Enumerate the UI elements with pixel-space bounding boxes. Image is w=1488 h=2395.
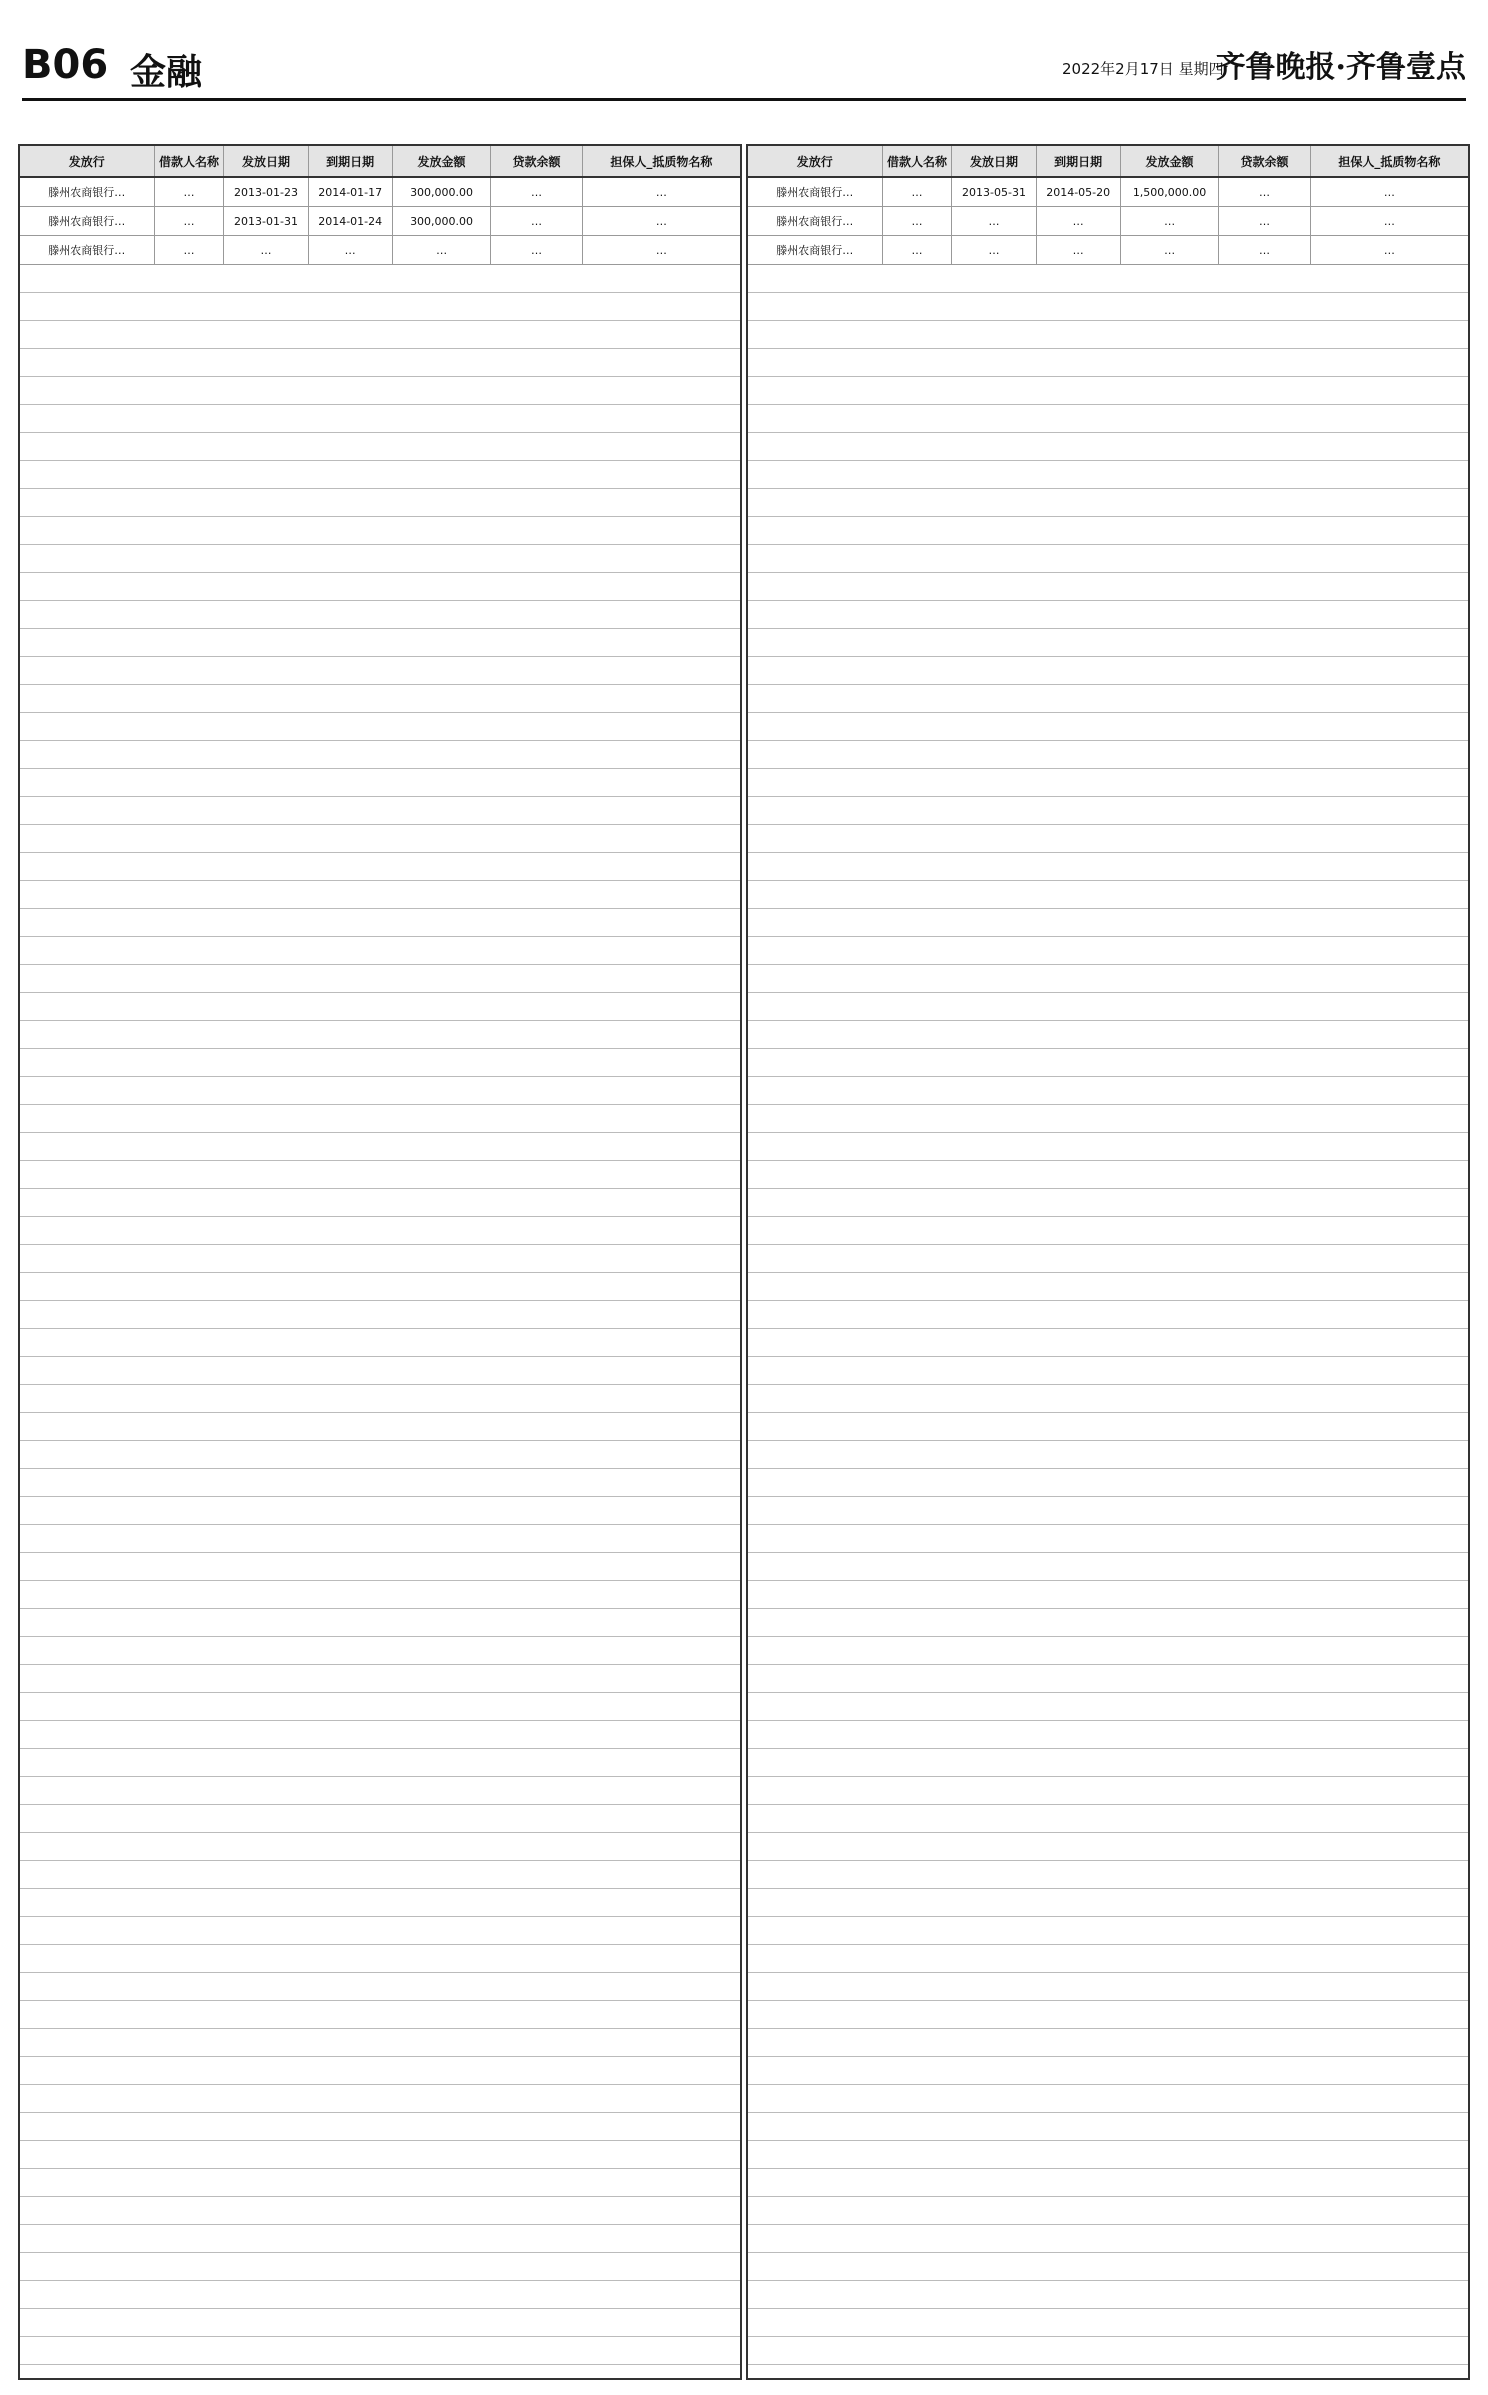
cell: … [155,236,225,264]
loan-tables [18,144,1470,2380]
remaining-rows [20,265,740,2378]
cell: … [155,207,225,235]
cell: 滕州农商银行… [20,178,155,206]
cell: 1,500,000.00 [1121,178,1220,206]
brand-logo: 齐鲁晚报·齐鲁壹点 [1215,50,1466,85]
cell: 300,000.00 [393,178,492,206]
col-header: 担保人_抵质物名称 [1338,154,1441,169]
cell: 2014-01-17 [309,178,393,206]
cell: 滕州农商银行… [748,207,883,235]
col-header: 发放日期 [952,146,1036,176]
cell: … [1121,236,1220,264]
col-header: 到期日期 [1037,146,1121,176]
cell: … [491,236,582,264]
page-code: B06 [22,42,109,88]
remaining-rows [748,265,1468,2378]
header-rule [22,98,1466,101]
cell: … [491,207,582,235]
col-header: 发放日期 [224,146,308,176]
cell: 滕州农商银行… [748,178,883,206]
cell: … [491,178,582,206]
col-header: 担保人_抵质物名称 [610,154,713,169]
col-header: 贷款余额 [491,146,582,176]
cell: … [1219,207,1310,235]
cell: 滕州农商银行… [20,236,155,264]
cell: … [952,236,1036,264]
cell: … [655,214,667,228]
left-table [18,144,742,2380]
table-row [20,207,740,236]
cell: 2013-01-31 [224,207,308,235]
cell: … [655,243,667,257]
col-header: 贷款余额 [1219,146,1310,176]
cell: 2014-05-20 [1037,178,1121,206]
cell: … [393,236,492,264]
cell: … [1383,214,1395,228]
table-header [748,146,1468,178]
cell: … [309,236,393,264]
cell: … [155,178,225,206]
right-table [746,144,1470,2380]
section-title: 金融 [130,52,203,93]
cell: … [224,236,308,264]
cell: … [1037,207,1121,235]
col-header: 发放行 [20,146,155,176]
table-row [748,207,1468,236]
cell: 滕州农商银行… [20,207,155,235]
table-row [20,178,740,207]
col-header: 发放金额 [1121,146,1220,176]
table-row [20,236,740,265]
cell: … [883,236,953,264]
table-header [20,146,740,178]
col-header: 到期日期 [309,146,393,176]
cell: … [1037,236,1121,264]
table-row [748,178,1468,207]
col-header: 借款人名称 [155,146,225,176]
cell: … [1219,236,1310,264]
cell: 滕州农商银行… [748,236,883,264]
table-row [748,236,1468,265]
issue-date: 2022年2月17日 星期四 [1062,60,1224,78]
cell: 2013-01-23 [224,178,308,206]
cell: … [655,185,667,199]
cell: 2013-05-31 [952,178,1036,206]
cell: … [1383,185,1395,199]
cell: 2014-01-24 [309,207,393,235]
cell: … [1219,178,1310,206]
cell: … [883,178,953,206]
col-header: 发放金额 [393,146,492,176]
col-header: 发放行 [748,146,883,176]
col-header: 借款人名称 [883,146,953,176]
cell: … [883,207,953,235]
cell: … [1383,243,1395,257]
cell: … [1121,207,1220,235]
cell: 300,000.00 [393,207,492,235]
masthead [22,28,1466,94]
cell: … [952,207,1036,235]
